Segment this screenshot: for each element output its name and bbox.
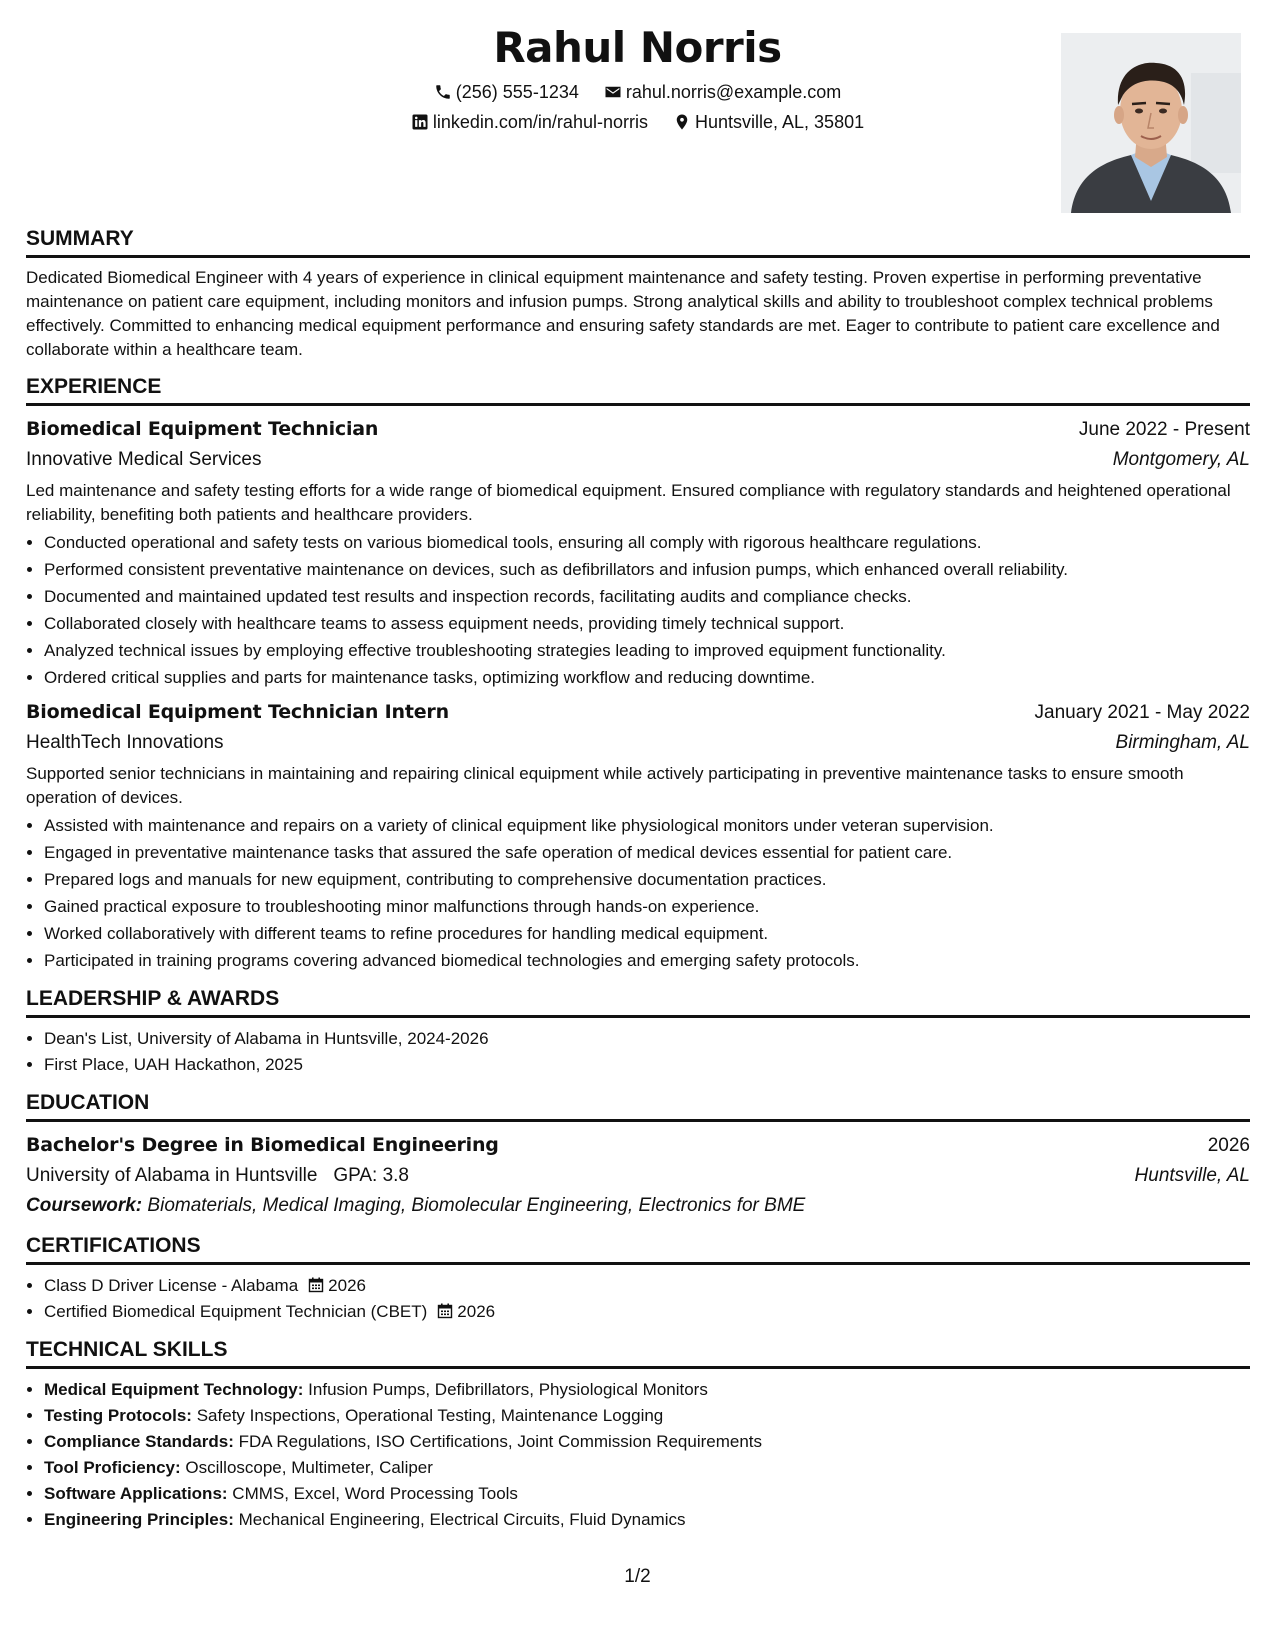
award-item: • Dean's List, University of Alabama in Huntsville, 2024-2026	[44, 1026, 1250, 1052]
job-bullets	[26, 812, 1250, 974]
skill-item	[44, 1429, 1250, 1455]
job-bullets	[26, 529, 1250, 691]
skill-label: Testing Protocols:	[44, 1406, 192, 1425]
calendar-icon	[308, 1277, 324, 1293]
job-bullet: • Prepared logs and manuals for new equipment, contributing to comprehensive documentation practices.	[44, 866, 1250, 893]
experience-heading: EXPERIENCE	[26, 374, 1250, 406]
job-company: Innovative Medical Services	[26, 449, 262, 470]
certification-name: Certified Biomedical Equipment Technician (CBET)	[44, 1302, 428, 1321]
location-text: Huntsville, AL, 35801	[694, 112, 865, 132]
portrait-image	[1061, 33, 1241, 213]
job-bullet: • Worked collaboratively with different teams to refine procedures for handling medical equipment.	[44, 920, 1250, 947]
job-description: Supported senior technicians in maintaining and repairing clinical equipment while actively participating in preventive maintenance tasks to ensure smooth operation of devices.	[26, 764, 1184, 807]
certification-year: 2026	[328, 1276, 366, 1295]
map-pin-icon	[673, 113, 691, 131]
skill-value: Infusion Pumps, Defibrillators, Physiological Monitors	[308, 1380, 708, 1399]
job-description: Led maintenance and safety testing efforts for a wide range of biomedical equipment. Ensured compliance with regulatory standards and heightened operational reliability, benefiting both patients and healthcare providers.	[26, 481, 1231, 524]
skills-heading: TECHNICAL SKILLS	[26, 1337, 1250, 1369]
envelope-icon	[604, 83, 622, 101]
certification-year: 2026	[457, 1302, 496, 1321]
skill-item	[44, 1507, 1250, 1533]
job-location: Montgomery, AL	[1112, 449, 1250, 470]
candidate-name: Rahul Norris	[493, 23, 782, 72]
coursework-label: Coursework:	[26, 1195, 143, 1216]
leadership-heading: LEADERSHIP & AWARDS	[26, 986, 1250, 1018]
certification-name: Class D Driver License - Alabama	[44, 1276, 299, 1295]
skill-item	[44, 1403, 1250, 1429]
job-title: Biomedical Equipment Technician Intern	[26, 701, 449, 723]
skill-label: Compliance Standards:	[44, 1432, 234, 1451]
profile-photo	[1061, 33, 1241, 213]
coursework-line	[26, 1191, 1250, 1221]
phone-item[interactable]	[434, 82, 584, 102]
degree-title: Bachelor's Degree in Biomedical Engineering	[26, 1134, 499, 1156]
award-item: • First Place, UAH Hackathon, 2025	[44, 1052, 1250, 1078]
skill-value: Oscilloscope, Multimeter, Caliper	[185, 1458, 433, 1477]
page-indicator: 1/2	[624, 1566, 651, 1587]
calendar-icon	[437, 1303, 453, 1319]
job-title: Biomedical Equipment Technician	[26, 418, 379, 440]
location-item	[673, 112, 864, 132]
job-entry	[26, 414, 1250, 691]
job-bullet: • Participated in training programs covering advanced biomedical technologies and emerging safety protocols.	[44, 947, 1250, 974]
skill-value: FDA Regulations, ISO Certifications, Joint Commission Requirements	[238, 1432, 763, 1451]
certification-item	[44, 1299, 1250, 1325]
linkedin-text: linkedin.com/in/rahul-norris	[432, 112, 648, 132]
skills-list	[26, 1377, 1250, 1533]
email-text: rahul.norris@example.com	[625, 82, 842, 102]
job-bullet: • Assisted with maintenance and repairs on a variety of clinical equipment like physiological monitors under veteran supervision.	[44, 812, 1250, 839]
job-bullet: • Documented and maintained updated test results and inspection records, facilitating audits and compliance checks.	[44, 583, 1250, 610]
job-location: Birmingham, AL	[1115, 732, 1250, 753]
job-company: HealthTech Innovations	[26, 732, 224, 753]
coursework-list: Biomaterials, Medical Imaging, Biomolecular Engineering, Electronics for BME	[147, 1195, 806, 1216]
job-bullet: • Gained practical exposure to troubleshooting minor malfunctions through hands-on experience.	[44, 893, 1250, 920]
linkedin-icon	[411, 113, 429, 131]
linkedin-item[interactable]	[411, 112, 653, 132]
job-bullet: • Engaged in preventative maintenance tasks that assured the safe operation of medical devices essential for patient care.	[44, 839, 1250, 866]
phone-icon	[434, 83, 452, 101]
skill-label: Engineering Principles:	[44, 1510, 234, 1529]
job-entry	[26, 697, 1250, 974]
certifications-list	[26, 1273, 1250, 1325]
phone-text: (256) 555-1234	[455, 82, 579, 102]
certification-item	[44, 1273, 1250, 1299]
education-heading: EDUCATION	[26, 1090, 1250, 1122]
leadership-list	[26, 1026, 1250, 1078]
job-dates: January 2021 - May 2022	[1034, 702, 1250, 723]
certifications-heading: CERTIFICATIONS	[26, 1233, 1250, 1265]
summary-text: Dedicated Biomedical Engineer with 4 years of experience in clinical equipment maintenance and safety testing. Proven expertise in performing preventative maintenance on patient care equipment, including monitors and infusion pumps. Strong analytical skills and ability to troubleshoot complex technical problems effectively. Committed to enhancing medical equipment performance and ensuring safety standards are met. Eager to contribute to patient care excellence and collaborate within a healthcare team.	[26, 268, 1220, 359]
job-bullet: • Analyzed technical issues by employing effective troubleshooting strategies leading to improved equipment functionality.	[44, 637, 1250, 664]
resume-body	[26, 226, 1250, 1533]
school-location: Huntsville, AL	[1134, 1165, 1250, 1186]
job-bullet: • Ordered critical supplies and parts for maintenance tasks, optimizing workflow and reducing downtime.	[44, 664, 1250, 691]
skill-item	[44, 1377, 1250, 1403]
skill-value: Safety Inspections, Operational Testing, Maintenance Logging	[196, 1406, 664, 1425]
job-bullet: • Conducted operational and safety tests on various biomedical tools, ensuring all comply with rigorous healthcare regulations.	[44, 529, 1250, 556]
email-item[interactable]	[604, 82, 841, 102]
skill-value: CMMS, Excel, Word Processing Tools	[232, 1484, 518, 1503]
skill-label: Medical Equipment Technology:	[44, 1380, 304, 1399]
summary-heading: SUMMARY	[26, 226, 1250, 258]
job-dates: June 2022 - Present	[1078, 419, 1250, 440]
job-bullet: • Performed consistent preventative maintenance on devices, such as defibrillators and infusion pumps, which enhanced overall reliability.	[44, 556, 1250, 583]
gpa: GPA: 3.8	[333, 1165, 409, 1186]
school-name: University of Alabama in Huntsville	[26, 1165, 318, 1186]
school-line	[26, 1161, 409, 1191]
skill-item	[44, 1481, 1250, 1507]
skill-value: Mechanical Engineering, Electrical Circuits, Fluid Dynamics	[238, 1510, 686, 1529]
job-bullet: • Collaborated closely with healthcare teams to assess equipment needs, providing timely technical support.	[44, 610, 1250, 637]
skill-label: Software Applications:	[44, 1484, 228, 1503]
skill-item	[44, 1455, 1250, 1481]
graduation-year: 2026	[1207, 1135, 1250, 1156]
skill-label: Tool Proficiency:	[44, 1458, 181, 1477]
